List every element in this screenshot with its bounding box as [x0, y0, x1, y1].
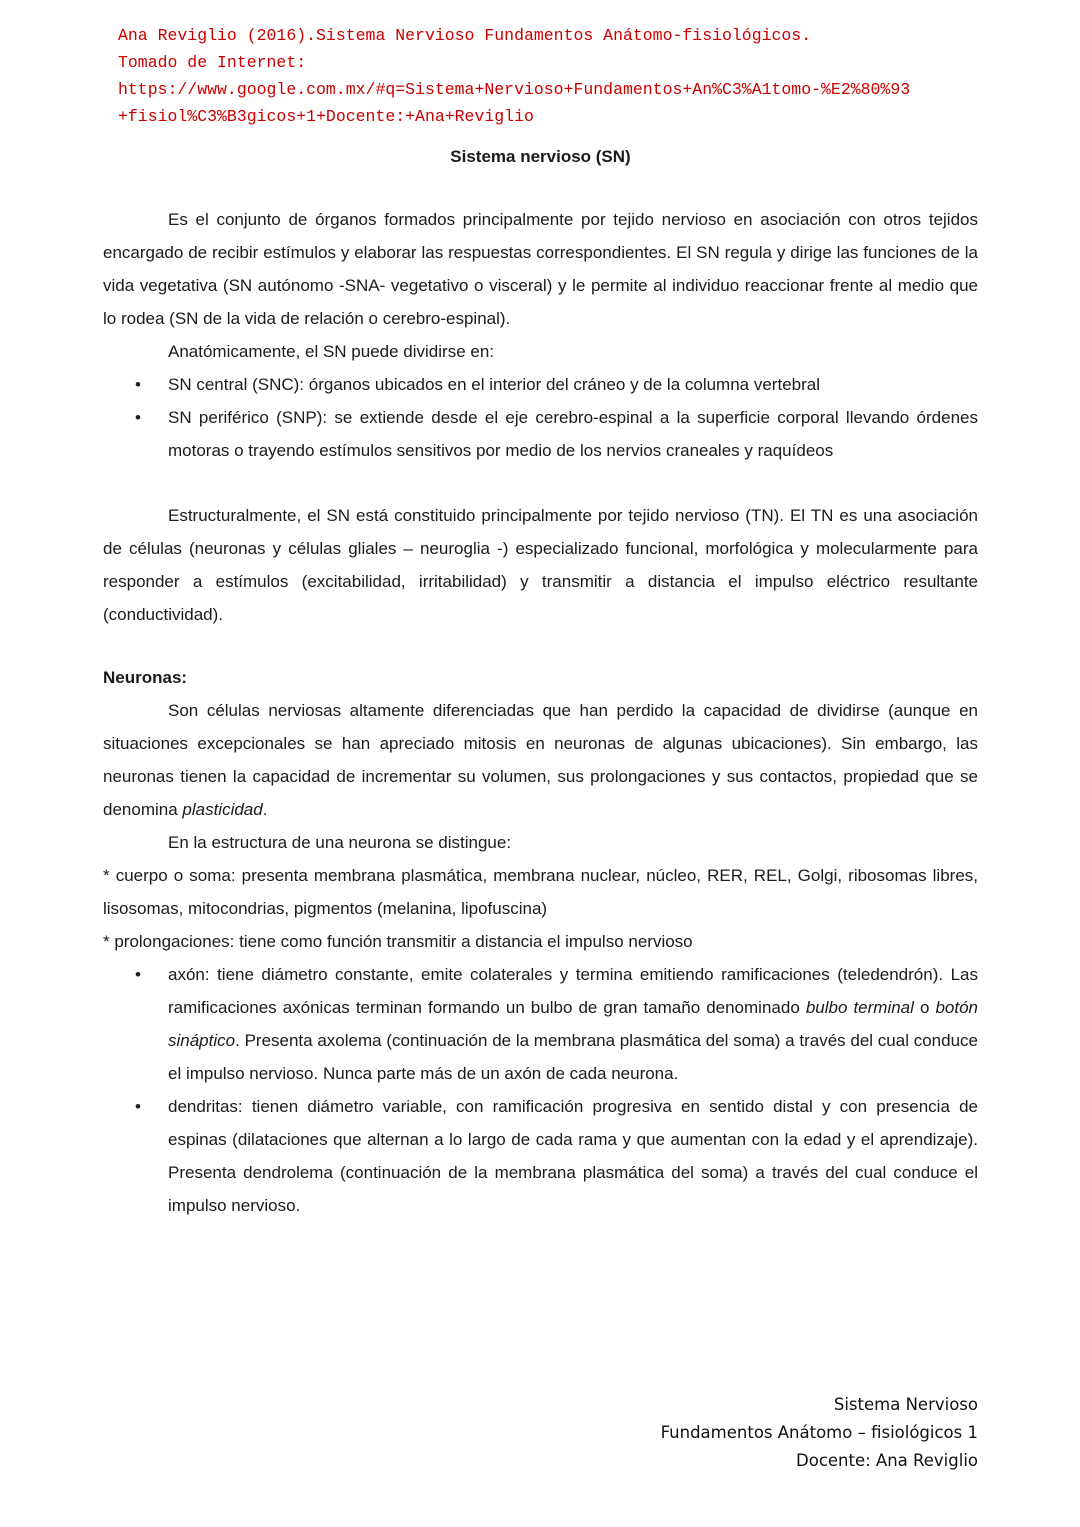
list-item-text: [168, 958, 978, 1090]
citation-header: [118, 22, 978, 130]
prolongaciones-bullet-list: [103, 958, 978, 1222]
section-heading-neuronas: Neuronas:: [103, 668, 188, 687]
page-footer: [661, 1391, 978, 1475]
paragraph-anatomia: Anatómicamente, el SN puede dividirse en:: [168, 342, 495, 361]
list-item-sn-central: [103, 368, 978, 401]
italic-text-run: plasticidad: [182, 800, 263, 819]
text-run: o: [913, 998, 936, 1017]
bullet-marker: •: [135, 1097, 141, 1116]
paragraph-estructura: Estructuralmente, el SN está constituido principalmente por tejido nervioso (TN). El TN es una asociación de células (neuronas y células gliales – neuroglia -) especializado funcional, morfológica y molecularmente para responder a estímulos (excitabilidad, irritabilidad) y transmitir a distancia el impulso eléctrico resultante (conductividad).: [103, 506, 978, 624]
paragraph-intro: Es el conjunto de órganos formados principalmente por tejido nervioso en asociación con otros tejidos encargado de recibir estímulos y elaborar las respuestas correspondientes. El SN regula y dirige las funciones de la vida vegetativa (SN autónomo -SNA- vegetativo o visceral) y le permite al individuo reaccionar frente al medio que lo rodea (SN de la vida de relación o cerebro-espinal).: [103, 210, 978, 328]
footer-line-3: Docente: Ana Reviglio: [796, 1451, 978, 1470]
list-item-axon: [103, 958, 978, 1090]
paragraph-prolongaciones: * prolongaciones: tiene como función transmitir a distancia el impulso nervioso: [103, 932, 693, 951]
footer-line-2: Fundamentos Anátomo – fisiológicos 1: [660, 1423, 978, 1442]
citation-line-2: Tomado de Internet:: [118, 53, 307, 72]
text-run: axón: tiene diámetro constante, emite colaterales y termina emitiendo ramificaciones (teledendrón). Las ramificaciones axónicas terminan formando un bulbo de gran tamaño denominado: [168, 965, 978, 1017]
citation-url-line-1: https://www.google.com.mx/#q=Sistema+Nervioso+Fundamentos+An%C3%A1tomo-%E2%80%93: [118, 80, 911, 99]
text-run: .: [262, 800, 268, 819]
footer-line-1: Sistema Nervioso: [833, 1395, 978, 1414]
document-title: Sistema nervioso (SN): [450, 147, 631, 166]
list-item-text: dendritas: tienen diámetro variable, con ramificación progresiva en sentido distal y con presencia de espinas (dilataciones que alternan a lo largo de cada rama y que aumentan con la edad y el aprendizaje). Presenta dendrolema (continuación de la membrana plasmática del soma) a través del cual conduce el impulso nervioso.: [168, 1097, 978, 1215]
citation-line-1: Ana Reviglio (2016).Sistema Nervioso Fundamentos Anátomo-fisiológicos.: [118, 26, 812, 45]
paragraph-estructura-neurona: En la estructura de una neurona se distingue:: [168, 833, 512, 852]
text-run: Son células nerviosas altamente diferenciadas que han perdido la capacidad de dividirse (aunque en situaciones excepcionales se han apreciado mitosis en neuronas de algunas ubicaciones). Sin embargo, las neuronas tienen la capacidad de incrementar su volumen, sus prolongaciones y sus contactos, propiedad que se denomina: [103, 701, 978, 819]
bullet-marker: •: [135, 375, 141, 394]
text-run: . Presenta axolema (continuación de la membrana plasmática del soma) a través del cual conduce el impulso nervioso. Nunca parte más de un axón de cada neurona.: [168, 1031, 978, 1083]
list-item-text: SN periférico (SNP): se extiende desde el eje cerebro-espinal a la superficie corporal llevando órdenes motoras o trayendo estímulos sensitivos por medio de los nervios craneales y raquídeos: [168, 408, 978, 460]
bullet-marker: •: [135, 408, 141, 427]
citation-url-line-2: +fisiol%C3%B3gicos+1+Docente:+Ana+Reviglio: [118, 107, 534, 126]
list-item-sn-periferico: [103, 401, 978, 467]
anatomy-bullet-list: [103, 368, 978, 467]
paragraph-cuerpo-soma: * cuerpo o soma: presenta membrana plasmática, membrana nuclear, núcleo, RER, REL, Golgi, ribosomas libres, lisosomas, mitocondrias, pigmentos (melanina, lipofuscina): [103, 866, 978, 918]
list-item-text: SN central (SNC): órganos ubicados en el interior del cráneo y de la columna vertebral: [168, 375, 820, 394]
bullet-marker: •: [135, 965, 141, 984]
list-item-dendritas: [103, 1090, 978, 1222]
paragraph-neuronas: [103, 694, 978, 826]
italic-text-run: bulbo terminal: [805, 998, 914, 1017]
italic-text-run: botón sináptico: [168, 998, 979, 1050]
